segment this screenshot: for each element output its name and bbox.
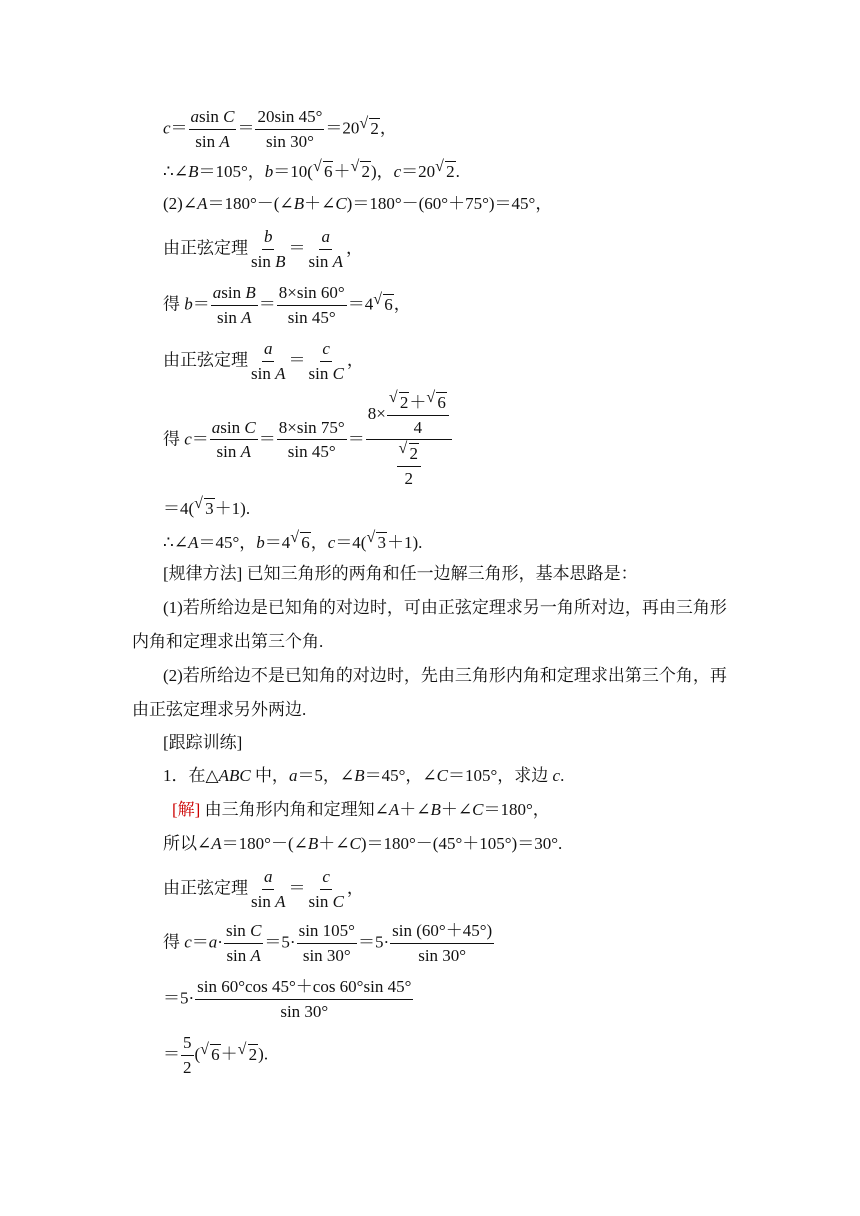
fraction: $\frac{a}{\text{sin A}}$ xyxy=(251,867,286,911)
fraction: $\frac{c}{\text{sin C}}$ xyxy=(308,867,344,911)
fraction: $\frac{\text{asin C}}{\text{sin A}}$ xyxy=(211,417,256,462)
sqrt: √ 2 xyxy=(409,443,420,462)
method-text: 已知三角形的两角和任一边解三角形，基本思路是： xyxy=(242,564,638,583)
line-c-result: ＝4(√ 3＋1). xyxy=(163,498,250,517)
method-point-2: (2)若所给边不是已知角的对边时，先由三角形内角和定理求出第三个角，再由正弦定理求另外两边. xyxy=(132,666,727,719)
sqrt: √ 3 xyxy=(204,498,215,517)
solution-c-step-1: 得 c＝a· $\frac{\text{sin C}}{\text{sin A}}$ ＝5· $\frac{\sin 105^\circ}{\sin 30^\circ}$ ＝5· $\frac{\sin (60^\circ+45^\circ)}{\sin 30^\circ}$ xyxy=(163,921,493,965)
line-c-value: c＝ $\frac{\text{asin C}}{\text{sin A}}$ ＝ $\frac{20\sin 45^\circ}{\sin 30^\circ}$ ＝20√ 2， xyxy=(163,108,397,151)
fraction: $\frac{20\sin 45^\circ}{\sin 30^\circ}$ xyxy=(257,107,323,151)
fraction: $\frac{c}{\text{sin C}}$ xyxy=(308,339,344,383)
line-c-compound: 得 c＝ $\frac{\text{asin C}}{\text{sin A}}$ ＝ $\frac{8\times\sin 75^\circ}{\sin 45^\circ}$ ＝ 8× √ $\frac{2+√ 6}{4}$ √ $\frac{2}{2}$ xyxy=(163,392,453,489)
fraction: √ $\frac{2+√ 6}{4}$ xyxy=(387,392,449,437)
sqrt: √ 6 xyxy=(210,1044,221,1063)
fraction: $\frac{\text{asin B}}{\text{sin A}}$ xyxy=(212,283,256,327)
fraction: $\frac{\sin (60^\circ+45^\circ)}{\sin 30^\circ}$ xyxy=(392,921,493,965)
fraction: $\frac{\text{sin C}}{\text{sin A}}$ xyxy=(225,921,262,965)
fraction: $\frac{8\times\sin 75^\circ}{\sin 45^\circ}$ xyxy=(278,417,345,462)
line-sine-law-1: 由正弦定理 $\frac{b}{\text{sin B}}$ ＝ $\frac{a}{\text{sin A}}$ ， xyxy=(163,227,363,271)
line-conclusion-1: ∴∠B＝105°，b＝10(√ 6＋√ 2)，c＝20√ 2. xyxy=(163,161,460,180)
fraction: $\frac{a}{\text{sin A}}$ xyxy=(308,227,343,271)
solution-label: [解] xyxy=(172,800,201,819)
exercise-1: 1．在△ABC 中，a＝5，∠B＝45°，∠C＝105°，求边 c. xyxy=(163,766,565,785)
sqrt: √ 6 xyxy=(323,161,334,180)
solution-line-1: [解] 由三角形内角和定理知∠A＋∠B＋∠C＝180°， xyxy=(172,800,550,819)
fraction: $\frac{8\times\sin 60^\circ}{\sin 45^\circ}$ xyxy=(278,283,345,327)
tracking-heading: [跟踪训练] xyxy=(163,733,243,752)
sqrt: √ 6 xyxy=(383,294,394,313)
compound-fraction: 8× √ $\frac{2+√ 6}{4}$ √ $\frac{2}{2}$ xyxy=(366,392,452,489)
line-b-value: 得 b＝ $\frac{\text{asin B}}{\text{sin A}}$ ＝ $\frac{8\times\sin 60^\circ}{\sin 45^\circ}$ ＝4√ 6， xyxy=(163,284,411,327)
fraction: $\frac{\sin 60^\circ\cos 45^\circ+\cos 60^\circ\sin 45^\circ}{\sin 30^\circ}$ xyxy=(197,977,412,1021)
solution-line-2: 所以∠A＝180°－(∠B＋∠C)＝180°－(45°＋105°)＝30°. xyxy=(163,834,563,853)
sqrt: √ 3 xyxy=(376,532,387,551)
sqrt: √ 2 xyxy=(399,392,410,411)
line-conclusion-2: ∴∠A＝45°，b＝4√ 6，c＝4(√ 3＋1). xyxy=(163,532,422,551)
fraction: $\frac{a}{\text{sin A}}$ xyxy=(251,339,286,383)
sqrt: √ 2 xyxy=(445,161,456,180)
method-point-1: (1)若所给边是已知角的对边时，可由正弦定理求另一角所对边，再由三角形内角和定理求出第三个角. xyxy=(132,598,727,651)
line-part-2-angle: (2)∠A＝180°－(∠B＋∠C)＝180°－(60°＋75°)＝45°， xyxy=(163,194,553,213)
sqrt: √ 2 xyxy=(248,1044,259,1063)
method-heading xyxy=(163,565,638,582)
solution-c-step-2: ＝5· $\frac{\sin 60^\circ\cos 45^\circ+\cos 60^\circ\sin 45^\circ}{\sin 30^\circ}$ xyxy=(163,977,412,1021)
method-label: [规律方法] xyxy=(163,564,243,583)
sqrt: √ 2 xyxy=(360,161,371,180)
fraction: √ $\frac{2}{2}$ xyxy=(397,443,422,488)
sqrt: √ 6 xyxy=(436,392,447,411)
sqrt: √ 6 xyxy=(300,532,311,551)
sqrt: √ 2 xyxy=(369,118,380,137)
fraction: $\frac{b}{\text{sin B}}$ xyxy=(251,227,286,271)
fraction: $\frac{5}{2}$ xyxy=(183,1033,192,1077)
fraction: $\frac{\sin 105^\circ}{\sin 30^\circ}$ xyxy=(298,921,355,965)
fraction: $\frac{\text{asin C}}{\text{sin A}}$ xyxy=(190,107,235,151)
solution-c-result: ＝ $\frac{5}{2}$ (√ 6＋√ 2). xyxy=(163,1034,268,1077)
line-sine-law-2: 由正弦定理 $\frac{a}{\text{sin A}}$ ＝ $\frac{c}{\text{sin C}}$ ， xyxy=(163,339,364,383)
solution-sine-law: 由正弦定理 $\frac{a}{\text{sin A}}$ ＝ $\frac{c}{\text{sin C}}$ ， xyxy=(163,867,364,911)
